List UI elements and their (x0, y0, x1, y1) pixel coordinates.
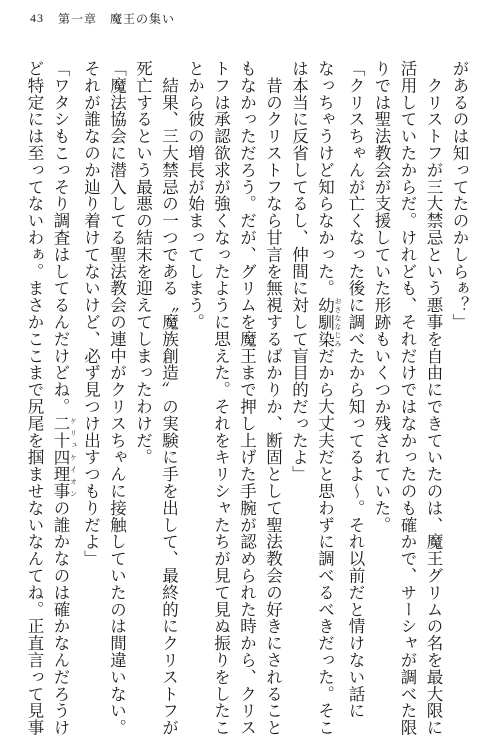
text-line: 活用していたからだ。けれども、それだけではなかったのも確かで、サーシャが調べた限 (398, 60, 417, 736)
text-line: トフは承認欲求が強くなったように思えた。それをキリシャたちが見て見ぬ振りをしたこ (211, 60, 231, 736)
vertical-body-text (25, 60, 472, 736)
text-line: は本当に反省してるし、仲間に対して盲目的だったよ」 (289, 60, 309, 483)
text-line: それが誰なのか辿り着けてないけど、必ず見つけ出すつもりだよ」 (81, 60, 101, 567)
text-line: 結果、三大禁忌の一つである〝魔族創造〟の実験に手を出して、最終的にクリストフが (159, 60, 179, 736)
ruby-reading: ケリュケイオン (69, 414, 78, 500)
ruby-osananajimi: 幼馴染 おさななじみ (315, 296, 342, 348)
text-segment: だから大丈夫だと思わずに調べるべきだった。そこ (315, 347, 335, 736)
text-line: ど特定には至ってないわぁ。まさかここまで尻尾を掴ませないなんてね。正直言って見事 (25, 60, 44, 736)
text-line: 「クリスちゃんが亡くなった後に調べたから知ってるよ〜。それ以前だと情けない話に (346, 60, 365, 720)
ruby-reading: おさななじみ (334, 296, 342, 348)
text-line: とから彼の増長が始まってしまう。 (185, 60, 205, 331)
text-line-with-ruby (47, 60, 78, 736)
text-segment: の誰かなのは確かなんだろうけ (51, 499, 70, 736)
text-line: があるのは知ってたのかしらぁ？」 (450, 60, 469, 331)
ruby-rijikai: 二十四理事 ケリュケイオン (51, 414, 78, 500)
text-line: クリストフが三大禁忌という悪事を自由にできていたのは、魔王グリムの名を最大限に (424, 60, 443, 736)
text-line-with-ruby (312, 60, 343, 736)
chapter-title: 第一章 魔王の集い (58, 11, 176, 26)
text-line: 「魔法協会に潜入してる聖法教会の連中がクリスちゃんに接触していたのは間違いない。 (107, 60, 127, 736)
text-line: りでは聖法教会が支援していた形跡もいくつか残されていた。 (372, 60, 391, 534)
text-line: もなかっただろう。だが、グリムを魔王まで押し上げた手腕が認められた時から、クリス (237, 60, 257, 736)
page-number: 43 (30, 10, 44, 25)
text-line: 昔のクリストフなら甘言を無視するばかりか、断固として聖法教会の好きにされること (263, 60, 283, 736)
text-segment: 「ワタシもこっそり調査はしてるんだけどね。 (51, 60, 70, 415)
text-line: 死亡するという最悪の結末を迎えてしまったわけだ。 (133, 60, 153, 466)
page-header (30, 8, 175, 28)
text-segment: なっちゃうけど知らなかった。 (315, 60, 335, 297)
